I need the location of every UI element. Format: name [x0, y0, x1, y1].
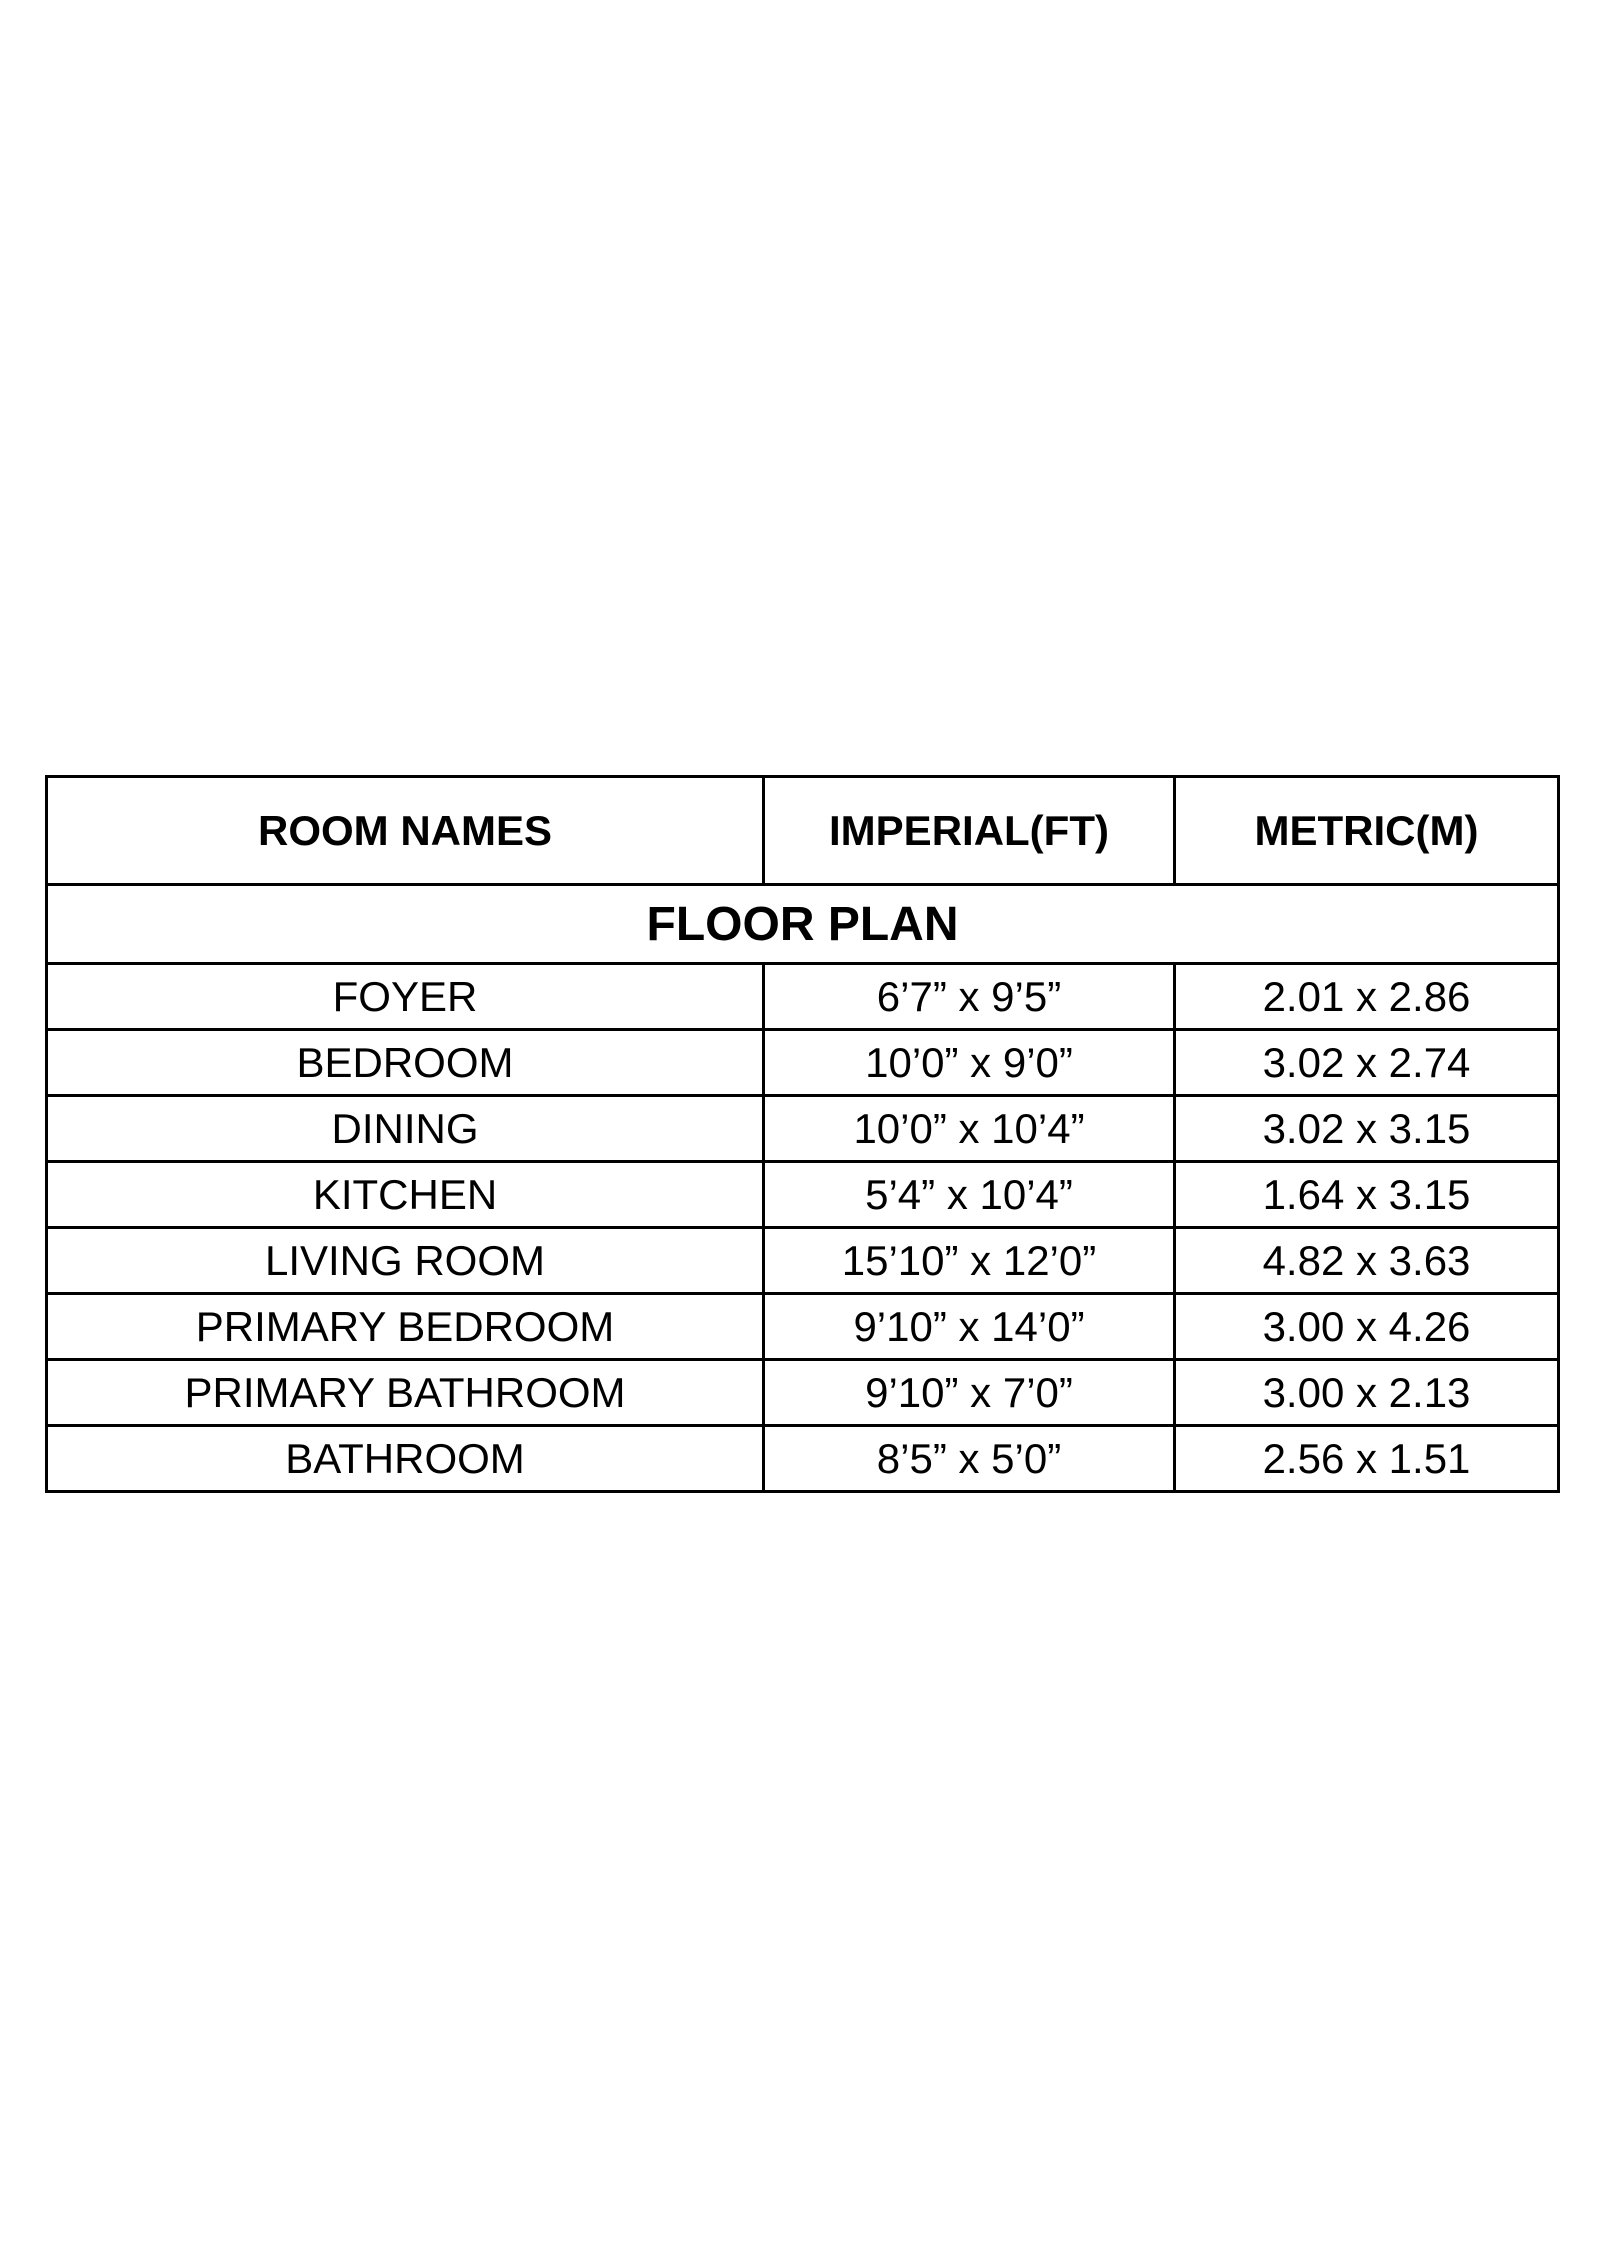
table-row [47, 964, 1559, 1030]
table-row [47, 1228, 1559, 1294]
metric-size: 3.02 x 2.74 [1175, 1030, 1559, 1096]
imperial-size: 9’10” x 14’0” [764, 1294, 1175, 1360]
section-row [47, 885, 1559, 964]
metric-size: 3.00 x 2.13 [1175, 1360, 1559, 1426]
imperial-size: 6’7” x 9’5” [764, 964, 1175, 1030]
header-imperial: IMPERIAL(FT) [764, 777, 1175, 885]
room-name: FOYER [47, 964, 764, 1030]
table-row [47, 1426, 1559, 1492]
table-row [47, 1162, 1559, 1228]
metric-size: 4.82 x 3.63 [1175, 1228, 1559, 1294]
imperial-size: 10’0” x 9’0” [764, 1030, 1175, 1096]
table-row [47, 1030, 1559, 1096]
metric-size: 2.01 x 2.86 [1175, 964, 1559, 1030]
room-name: KITCHEN [47, 1162, 764, 1228]
table-row [47, 1294, 1559, 1360]
metric-size: 1.64 x 3.15 [1175, 1162, 1559, 1228]
table-row [47, 1096, 1559, 1162]
room-name: LIVING ROOM [47, 1228, 764, 1294]
section-title: FLOOR PLAN [47, 885, 1559, 964]
room-name: PRIMARY BEDROOM [47, 1294, 764, 1360]
room-dimensions-table [45, 775, 1560, 1493]
metric-size: 2.56 x 1.51 [1175, 1426, 1559, 1492]
imperial-size: 8’5” x 5’0” [764, 1426, 1175, 1492]
imperial-size: 15’10” x 12’0” [764, 1228, 1175, 1294]
table-row [47, 1360, 1559, 1426]
metric-size: 3.02 x 3.15 [1175, 1096, 1559, 1162]
room-name: PRIMARY BATHROOM [47, 1360, 764, 1426]
header-metric: METRIC(M) [1175, 777, 1559, 885]
header-room-names: ROOM NAMES [47, 777, 764, 885]
metric-size: 3.00 x 4.26 [1175, 1294, 1559, 1360]
imperial-size: 5’4” x 10’4” [764, 1162, 1175, 1228]
imperial-size: 10’0” x 10’4” [764, 1096, 1175, 1162]
table-header-row [47, 777, 1559, 885]
room-name: DINING [47, 1096, 764, 1162]
imperial-size: 9’10” x 7’0” [764, 1360, 1175, 1426]
room-name: BATHROOM [47, 1426, 764, 1492]
room-name: BEDROOM [47, 1030, 764, 1096]
